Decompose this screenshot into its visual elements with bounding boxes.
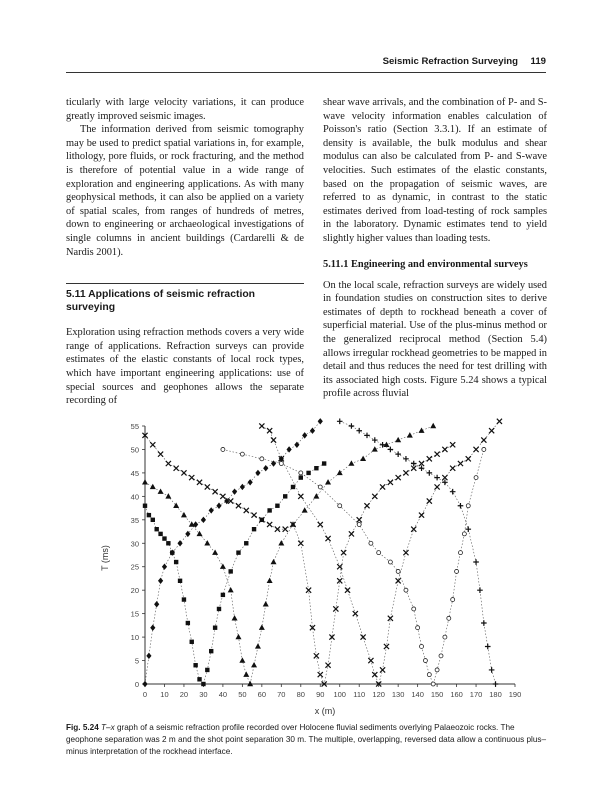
data-point (174, 466, 179, 471)
y-tick-label: 40 (130, 492, 139, 502)
data-point (439, 654, 443, 658)
data-point (278, 540, 284, 545)
data-point (318, 522, 323, 527)
data-point (372, 437, 378, 443)
data-point (357, 517, 362, 522)
data-point (442, 447, 447, 452)
data-point (348, 460, 354, 465)
data-point (173, 503, 179, 508)
data-point (212, 549, 218, 554)
data-point (482, 447, 486, 451)
data-point (146, 653, 151, 659)
data-point (158, 532, 162, 536)
data-point (243, 671, 249, 676)
data-point (232, 488, 237, 494)
data-point (325, 663, 330, 668)
data-point (493, 681, 499, 687)
running-header (66, 56, 546, 72)
data-point (435, 484, 440, 489)
data-point (259, 625, 265, 630)
data-point (485, 644, 491, 650)
data-point (150, 442, 155, 447)
data-point (143, 504, 147, 508)
data-point (178, 579, 182, 583)
y-tick-label: 10 (130, 633, 139, 643)
data-point (458, 503, 464, 509)
data-point (462, 532, 466, 536)
subsection-heading: 5.11.1 Engineering and environmental surveys (323, 258, 528, 270)
left-paragraph-3: Exploration using refraction methods covers a very wide range of applications. Refraction surveys can provide estimates of the elastic constants of local rock types, which have important engineering applications: use of special sources and geophones allows the separate recording of (66, 327, 304, 407)
data-point (427, 470, 433, 476)
data-point (220, 494, 225, 499)
data-point (442, 475, 447, 480)
x-tick-label: 130 (391, 690, 405, 699)
data-point (473, 447, 478, 452)
data-point (455, 569, 459, 573)
data-point (435, 452, 440, 457)
data-point (353, 611, 358, 616)
data-point (197, 677, 201, 681)
series-line (145, 426, 433, 684)
data-point (259, 423, 264, 428)
data-point (411, 527, 416, 532)
data-point (263, 601, 269, 606)
data-point (283, 527, 288, 532)
data-point (364, 503, 369, 508)
data-point (345, 588, 350, 593)
data-point (450, 442, 455, 447)
data-point (395, 451, 401, 457)
left-paragraph-1: ticularly with large velocity variations, it can produce greatly improved seismic images. (66, 97, 304, 122)
data-point (244, 541, 248, 545)
data-point (236, 503, 241, 508)
right-paragraph-2: On the local scale, refraction surveys are widely used in foundation studies on construction sites to derive estimates of depth to rockhead beneath a cover of superficial material. Use of the plus-minus method or the generalized reciprocal method (Section 5.4) allows irregular rockhead geometries to be mapped in detail and thus reduces the need for test drilling with its associated high costs. Figure 5.24 shows a typical profile across fluvial (323, 279, 547, 400)
data-point (302, 507, 308, 512)
x-tick-label: 50 (238, 690, 247, 699)
data-point (213, 489, 218, 494)
page-number: 119 (530, 56, 546, 67)
data-point (423, 659, 427, 663)
data-point (205, 668, 209, 672)
data-point (372, 672, 377, 677)
data-point (232, 615, 238, 620)
header-rule (66, 72, 546, 73)
data-point (416, 626, 420, 630)
x-tick-label: 150 (430, 690, 444, 699)
data-point (388, 447, 394, 453)
data-point (181, 470, 186, 475)
x-tick-label: 90 (316, 690, 325, 699)
data-point (166, 461, 171, 466)
data-point (267, 428, 272, 433)
data-point (458, 551, 462, 555)
series-1 (142, 418, 322, 687)
y-tick-label: 55 (130, 422, 139, 431)
data-point (267, 522, 272, 527)
data-point (427, 498, 432, 503)
x-tick-label: 120 (372, 690, 385, 699)
data-point (465, 526, 471, 532)
data-point (221, 447, 225, 451)
x-tick-label: 40 (218, 690, 228, 699)
data-point (174, 560, 178, 564)
data-point (357, 523, 361, 527)
data-point (318, 418, 323, 424)
x-tick-label: 140 (411, 690, 424, 699)
data-point (220, 564, 226, 569)
tx-graph (100, 418, 530, 718)
x-tick-label: 20 (179, 690, 189, 699)
data-point (216, 503, 221, 509)
data-point (228, 569, 232, 573)
data-point (142, 479, 148, 484)
data-point (263, 465, 268, 471)
data-point (384, 644, 389, 649)
data-point (419, 513, 424, 518)
y-tick-label: 20 (130, 586, 139, 596)
data-point (411, 466, 416, 471)
x-tick-label: 190 (508, 690, 522, 699)
x-tick-label: 10 (160, 690, 169, 699)
data-point (474, 476, 478, 480)
data-point (364, 433, 370, 439)
data-point (271, 559, 277, 564)
data-point (388, 480, 393, 485)
data-point (322, 461, 326, 465)
data-point (217, 607, 221, 611)
data-point (372, 446, 378, 451)
data-point (497, 419, 502, 424)
data-point (466, 504, 470, 508)
data-point (338, 504, 342, 508)
data-point (186, 621, 190, 625)
data-point (298, 541, 303, 546)
data-point (162, 564, 167, 570)
data-point (466, 456, 471, 461)
data-point (372, 494, 377, 499)
data-point (279, 462, 283, 466)
data-point (236, 550, 240, 554)
data-point (182, 597, 186, 601)
data-point (267, 578, 273, 583)
data-point (271, 437, 276, 442)
data-point (158, 578, 163, 584)
data-point (299, 475, 303, 479)
x-tick-label: 80 (296, 690, 305, 699)
data-point (291, 485, 295, 489)
x-tick-label: 110 (353, 690, 366, 699)
data-point (275, 504, 279, 508)
data-point (473, 559, 479, 565)
data-point (235, 634, 241, 639)
right-column (323, 96, 547, 401)
data-point (158, 488, 164, 493)
data-point (162, 536, 166, 540)
data-point (240, 484, 245, 490)
data-point (142, 681, 147, 687)
data-point (209, 649, 213, 653)
data-point (419, 461, 424, 466)
data-point (427, 673, 431, 677)
data-point (403, 470, 408, 475)
data-point (306, 588, 311, 593)
data-point (251, 662, 257, 667)
left-column (66, 96, 304, 408)
data-point (181, 512, 187, 517)
x-axis-label: x (m) (314, 706, 336, 716)
y-tick-label: 50 (130, 445, 139, 455)
x-tick-label: 60 (257, 690, 267, 699)
data-point (205, 484, 210, 489)
x-tick-label: 100 (333, 690, 346, 699)
series-7 (337, 419, 498, 687)
data-point (435, 668, 439, 672)
data-point (377, 551, 381, 555)
data-point (294, 442, 299, 448)
right-paragraph-1: shear wave arrivals, and the combination of P- and S-wave velocity information enables calculation of Poisson's ratio (Section 3.3.1). If an estimate of density is available, the bulk modulus and shear modulus can also be calculated from P- and S-wave velocities. Such estimates of the elastic constants, based on the propagation of seismic waves, are referred to as dynamic, in contrast to the static estimates derived from load-testing of rock samples in the laboratory. Dynamic estimates tend to yield slightly higher values than loading tests. (323, 97, 547, 244)
y-tick-label: 25 (130, 562, 139, 572)
data-point (450, 489, 456, 495)
figure-caption (66, 722, 547, 758)
data-point (380, 484, 385, 489)
data-point (430, 423, 436, 428)
data-point (451, 598, 455, 602)
data-point (403, 456, 409, 462)
caption-text: graph of a seismic refraction profile recorded over Holocene fluvial sediments overlying Palaeozoic rocks. The geophone separation was 2 m and the shot point separation 30 m. The multiple, overlapping, reversed data allow a continuous plus–minus interpretation of the rockhead interface. (66, 723, 547, 756)
data-point (396, 475, 401, 480)
left-paragraph-2: The information derived from seismic tomography may be used to predict spatial variations in, for example, lithology, pore fluids, or rock fracturing, and the method is therefore of potential value in a wide range of exploration and engineering applications. As with many geophysical methods, it can also be applied on a variety of spatial scales, from ranges of hundreds of metres, down to engineering or archaeological investigations of single columns in ancient buildings (Cardarelli & de Nardis 2001). (66, 124, 304, 258)
data-point (158, 452, 163, 457)
data-point (443, 635, 447, 639)
data-point (412, 607, 416, 611)
data-point (489, 428, 494, 433)
x-tick-label: 70 (277, 690, 286, 699)
data-point (260, 457, 264, 461)
y-tick-label: 30 (130, 539, 139, 549)
data-point (189, 475, 194, 480)
section-heading: 5.11 Applications of seismic refraction surveying (66, 289, 256, 314)
x-tick-label: 180 (489, 690, 502, 699)
data-point (325, 479, 331, 484)
series-4 (142, 433, 455, 687)
data-point (240, 452, 244, 456)
data-point (431, 682, 435, 686)
data-point (360, 456, 366, 461)
data-point (341, 550, 346, 555)
data-point (252, 527, 256, 531)
data-point (267, 508, 271, 512)
data-point (369, 541, 373, 545)
data-point (458, 461, 463, 466)
data-point (447, 616, 451, 620)
data-point (407, 432, 413, 437)
data-point (193, 663, 197, 667)
data-point (310, 427, 315, 433)
data-point (403, 550, 408, 555)
data-point (283, 494, 287, 498)
y-tick-label: 35 (130, 515, 139, 525)
data-point (404, 588, 408, 592)
y-axis-label: T (ms) (100, 545, 110, 571)
data-point (221, 593, 225, 597)
data-point (306, 471, 310, 475)
series-3 (142, 423, 436, 686)
data-point (150, 625, 155, 631)
data-point (228, 587, 234, 592)
data-point (151, 518, 155, 522)
caption-label: Fig. 5.24 (66, 723, 99, 732)
data-point (251, 513, 256, 518)
data-point (419, 427, 425, 432)
data-point (166, 541, 170, 545)
data-point (201, 682, 205, 686)
data-point (190, 640, 194, 644)
y-tick-label: 5 (134, 656, 139, 666)
data-point (361, 634, 366, 639)
data-point (396, 569, 400, 573)
data-point (337, 470, 343, 475)
x-tick-label: 30 (199, 690, 208, 699)
data-point (337, 419, 343, 425)
data-point (356, 428, 362, 434)
data-point (368, 658, 373, 663)
data-point (255, 643, 261, 648)
data-point (287, 446, 292, 452)
data-point (170, 550, 174, 554)
x-tick-label: 160 (450, 690, 463, 699)
data-point (481, 437, 486, 442)
data-point (477, 587, 483, 593)
figure-5-24 (100, 418, 530, 718)
data-point (313, 493, 319, 498)
data-point (349, 423, 355, 429)
data-point (298, 494, 303, 499)
data-point (201, 517, 206, 523)
running-title: Seismic Refraction Surveying (382, 56, 518, 67)
data-point (204, 540, 210, 545)
data-point (434, 475, 440, 481)
y-tick-label: 45 (130, 468, 139, 478)
data-point (325, 536, 330, 541)
data-point (150, 484, 156, 489)
data-point (318, 485, 322, 489)
data-point (165, 493, 171, 498)
data-point (481, 620, 487, 626)
data-point (388, 560, 392, 564)
data-point (197, 480, 202, 485)
data-point (314, 653, 319, 658)
data-point (314, 466, 318, 470)
y-tick-label: 0 (134, 680, 139, 689)
data-point (395, 437, 401, 442)
data-point (396, 578, 401, 583)
data-point (380, 667, 385, 672)
data-point (420, 644, 424, 648)
x-tick-label: 170 (469, 690, 483, 699)
data-point (209, 507, 214, 513)
data-point (450, 466, 455, 471)
series-line (145, 464, 324, 684)
data-point (239, 657, 245, 662)
data-point (154, 601, 159, 607)
data-point (177, 540, 182, 546)
data-point (154, 527, 158, 531)
data-point (349, 531, 354, 536)
data-point (244, 508, 249, 513)
data-point (318, 672, 323, 677)
data-point (489, 667, 495, 673)
y-tick-label: 15 (130, 609, 139, 619)
data-point (333, 606, 338, 611)
series-6 (221, 447, 486, 686)
caption-variable: T–x (101, 723, 115, 732)
section-rule (66, 283, 304, 284)
data-point (213, 626, 217, 630)
data-point (427, 456, 432, 461)
data-point (147, 513, 151, 517)
x-tick-label: 0 (142, 690, 148, 699)
data-point (299, 471, 303, 475)
